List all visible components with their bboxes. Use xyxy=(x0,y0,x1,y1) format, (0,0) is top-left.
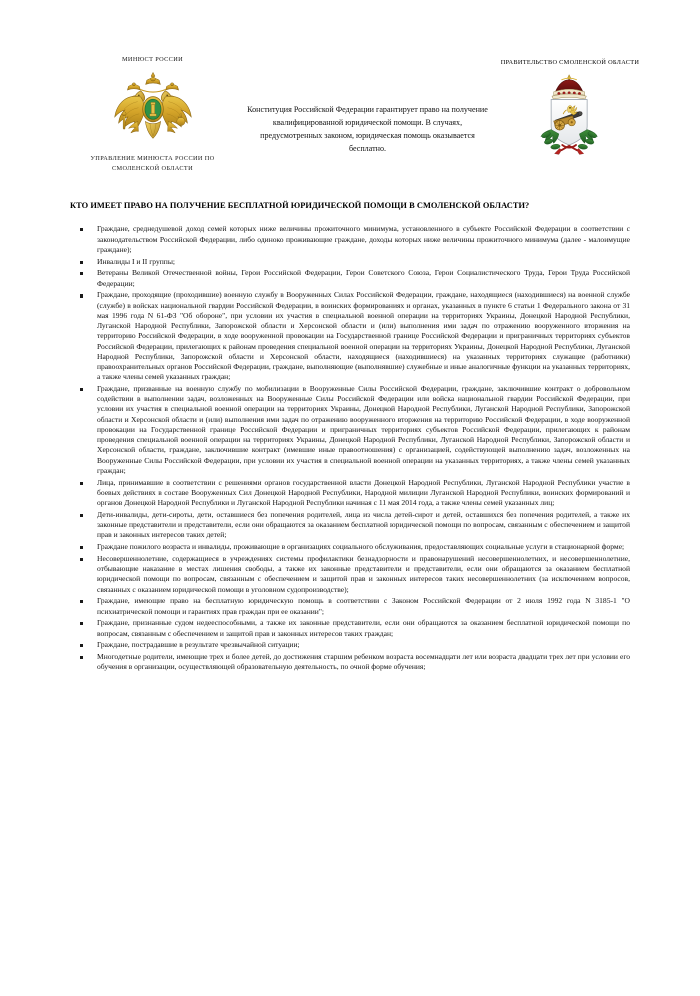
header-left-org-block xyxy=(70,55,235,173)
list-item: Граждане, признанные судом недееспособными, а также их законные представители, если они обращаются за оказанием бесплатной юридической помощи по вопросам, связанным с обеспечением и защитой прав и законных интересов таких граждан; xyxy=(97,618,630,638)
smolensk-government-label: ПРАВИТЕЛЬСТВО СМОЛЕНСКОЙ ОБЛАСТИ xyxy=(500,59,640,66)
russian-double-headed-eagle-emblem xyxy=(107,71,199,149)
minjust-label: МИНЮСТ РОССИИ xyxy=(121,56,184,63)
eligibility-list xyxy=(0,224,700,672)
list-item: Граждане, призванные на военную службу по мобилизации в Вооруженные Силы Российской Федерации, граждане, заключившие контракт о добровольном содействии в выполнении задач, возложенных на Вооруженные Силы Российской Федерации или войска национальной гвардии Российской Федерации, при условии их участия в специальной военной операции на территориях Украины, Донецкой Народной Республики, Луганской Народной Республики, Запорожской области и Херсонской области и (или) выполнения ими задач по отражению вооруженного вторжения на территорию Российской Федерации, в ходе вооруженной провокации на Государственной границе Российской Федерации и приграничных территориях субъектов Российской Федерации, прилегающих к районам проведения специальной военной операции на территориях Украины, Донецкой Народной Республики, Луганской Народной Республики, Запорожской области и Херсонской области, граждане, заключившие контракт (имевшие иные правоотношения) с организацией, содействующей выполнению задач, возложенных на Вооруженные Силы Российской Федерации, при условии их участия в специальной военной операции на указанных территориях, а также члены семей указанных граждан; xyxy=(97,383,630,475)
list-item: Граждане, пострадавшие в результате чрезвычайной ситуации; xyxy=(97,640,630,650)
intro-paragraph: Конституция Российской Федерации гарантирует право на получение квалифицированной юридической помощи. В случаях, предусмотренных законом, юридическая помощь оказывается бесплатно. xyxy=(247,105,488,154)
list-item: Дети-инвалиды, дети-сироты, дети, оставшиеся без попечения родителей, лица из числа детей-сирот и детей, оставшихся без попечения родителей, а также их законные представители и представители, если они обращаются за оказанием бесплатной юридической помощи по вопросам, связанным с обеспечением и защитой прав и законных интересов таких детей; xyxy=(97,509,630,540)
intro-text-block xyxy=(235,55,500,155)
list-item: Инвалиды I и II группы; xyxy=(97,257,630,267)
list-item: Ветераны Великой Отечественной войны, Герои Российской Федерации, Герои Советского Союза, Герои Социалистического Труда, Герои Труда Российской Федерации; xyxy=(97,268,630,288)
document-header xyxy=(0,0,700,173)
list-item: Граждане, проходящие (проходившие) военную службу в Вооруженных Силах Российской Федерации, граждане, находящиеся (находившиеся) на военной службе (службе) в войсках национальной гвардии Российской Федерации, в воинских формированиях и органах, указанных в пункте 6 статьи 1 Федерального закона от 31 мая 1996 года N 61-ФЗ "Об обороне", при условии их участия в специальной военной операции на территориях Украины, Донецкой Народной Республики, Луганской Народной Республики, Запорожской области и Херсонской области и (или) выполнения ими задач по отражению вооруженного вторжения на территорию Российской Федерации, в ходе вооруженной провокации на Государственной границе Российской Федерации и приграничных территориях субъектов Российской Федерации, прилегающих к районам проведения специальной военной операции на территориях Украины, Донецкой Народной Республики, Луганской Народной Республики, Запорожской области и Херсонской области, находящиеся (находившиеся) на указанных территориях служащие (работники) правоохранительных органов Российской Федерации, граждане, выполняющие (выполнявшие) служебные и иные аналогичные функции на указанных территориях, а также члены семей указанных граждан; xyxy=(97,290,630,382)
list-item: Несовершеннолетние, содержащиеся в учреждениях системы профилактики безнадзорности и правонарушений несовершеннолетних, и несовершеннолетние, отбывающие наказание в местах лишения свободы, а также их законные представители и представители, если они обращаются за оказанием бесплатной юридической помощи по вопросам, связанным с обеспечением и защитой прав и законных интересов таких несовершеннолетних (за исключением вопросов, связанных с оказанием юридической помощи в уголовном судопроизводстве); xyxy=(97,553,630,594)
header-right-org-block xyxy=(500,55,640,157)
list-item: Лица, принимавшие в соответствии с решениями органов государственной власти Донецкой Народной Республики, Луганской Народной Республики участие в боевых действиях в составе Вооруженных Сил Донецкой Народной Республики, Народной милиции Луганской Народной Республики, воинских формирований и органов Донецкой Народной Республики и Луганской Народной Республики начиная с 11 мая 2014 года, а также члены семей указанных лиц; xyxy=(97,477,630,507)
minjust-smolensk-department-label: УПРАВЛЕНИЕ МИНЮСТА РОССИИ ПО СМОЛЕНСКОЙ ОБЛАСТИ xyxy=(90,155,215,172)
list-item: Граждане пожилого возраста и инвалиды, проживающие в организациях социального обслуживания, предоставляющих социальные услуги в стационарной форме; xyxy=(97,542,630,552)
list-item: Граждане, среднедушевой доход семей которых ниже величины прожиточного минимума, установленного в субъекте Российской Федерации в соответствии с законодательством Российской Федерации, либо одиноко проживающие граждане, доходы которых ниже величины прожиточного минимума (далее - малоимущие граждане); xyxy=(97,224,630,254)
page-title: КТО ИМЕЕТ ПРАВО НА ПОЛУЧЕНИЕ БЕСПЛАТНОЙ ЮРИДИЧЕСКОЙ ПОМОЩИ В СМОЛЕНСКОЙ ОБЛАСТИ? xyxy=(70,201,530,211)
list-item: Многодетные родители, имеющие трех и более детей, до достижения старшим ребенком возраста восемнадцати лет или возраста двадцати трех лет при условии его обучения в организации, осуществляющей образовательную деятельность, по очной форме обучения; xyxy=(97,652,630,672)
smolensk-oblast-coat-of-arms xyxy=(527,73,613,157)
list-item: Граждане, имеющие право на бесплатную юридическую помощь в соответствии с Законом Российской Федерации от 2 июля 1992 года N 3185-1 "О психиатрической помощи и гарантиях прав граждан при ее оказании"; xyxy=(97,596,630,616)
